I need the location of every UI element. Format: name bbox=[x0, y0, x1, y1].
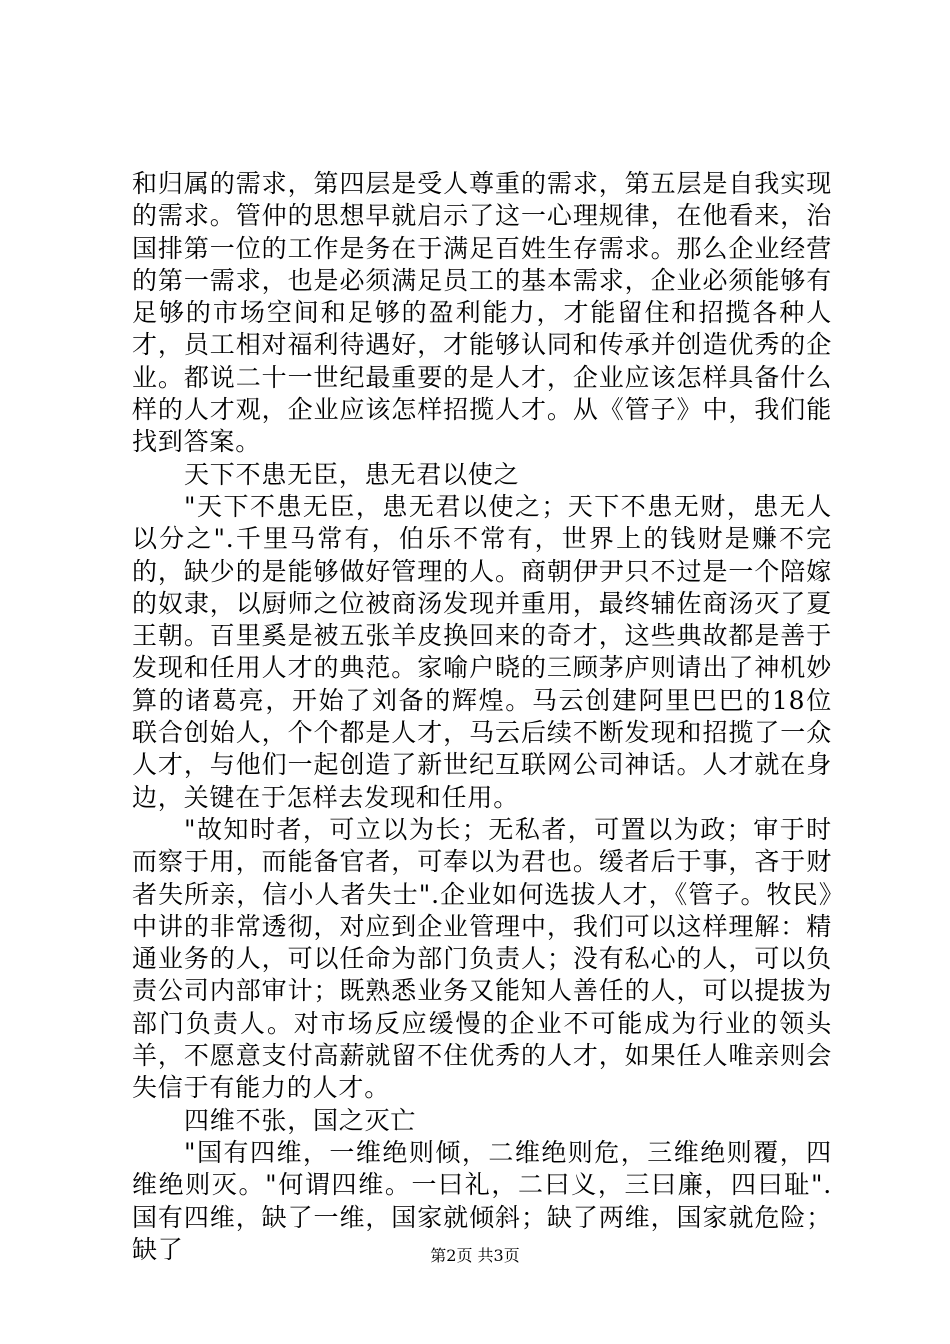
document-body bbox=[132, 168, 832, 1266]
section-heading-four-pillars: 四维不张，国之灭亡 bbox=[184, 1105, 417, 1135]
paragraph-talent-selection: "故知时者，可立以为长；无私者，可置以为政；审于时而察于用，而能备官者，可奉以为君也。缓者后于事，吝于财者失所亲，信小人者失士".企业如何选拔人才，《管子。牧民》中讲的非常透彻，对应到企业管理中，我们可以这样理解：精通业务的人，可以任命为部门负责人；没有私心的人，可以负责公司内部审计；既熟悉业务又能知人善任的人，可以提拔为部门负责人。对市场反应缓慢的企业不可能成为行业的领头羊，不愿意支付高薪就留不住优秀的人才，如果任人唯亲则会失信于有能力的人才。 bbox=[132, 814, 832, 1103]
page-footer bbox=[0, 1246, 950, 1266]
section-heading-ministers: 天下不患无臣，患无君以使之 bbox=[184, 459, 520, 489]
paragraph-four-pillars: "国有四维，一维绝则倾，二维绝则危，三维绝则覆，四维绝则灭。"何谓四维。一曰礼，二曰义，三曰廉，四曰耻".国有四维，缺了一维，国家就倾斜；缺了两维，国家就危险；缺了 bbox=[132, 1137, 832, 1264]
paragraph-continuation: 和归属的需求，第四层是受人尊重的需求，第五层是自我实现的需求。管仲的思想早就启示了这一心理规律，在他看来，治国排第一位的工作是务在于满足百姓生存需求。那么企业经营的第一需求，也是必须满足员工的基本需求，企业必须能够有足够的市场空间和足够的盈利能力，才能留住和招揽各种人才，员工相对福利待遇好，才能够认同和传承并创造优秀的企业。都说二十一世纪最重要的是人才，企业应该怎样具备什么样的人才观，企业应该怎样招揽人才。从《管子》中，我们能找到答案。 bbox=[132, 169, 832, 457]
paragraph-talent-discovery: "天下不患无臣，患无君以使之；天下不患无财，患无人以分之".千里马常有，伯乐不常有，世界上的钱财是赚不完的，缺少的是能够做好管理的人。商朝伊尹只不过是一个陪嫁的奴隶，以厨师之位被商汤发现并重用，最终辅佐商汤灭了夏王朝。百里奚是被五张羊皮换回来的奇才，这些典故都是善于发现和任用人才的典范。家喻户晓的三顾茅庐则请出了神机妙算的诸葛亮，开始了刘备的辉煌。马云创建阿里巴巴的18位联合创始人，个个都是人才，马云后续不断发现和招揽了一众人才，与他们一起创造了新世纪互联网公司神话。人才就在身边，关键在于怎样去发现和任用。 bbox=[132, 491, 832, 812]
page-number: 第2页 共3页 bbox=[430, 1246, 520, 1265]
